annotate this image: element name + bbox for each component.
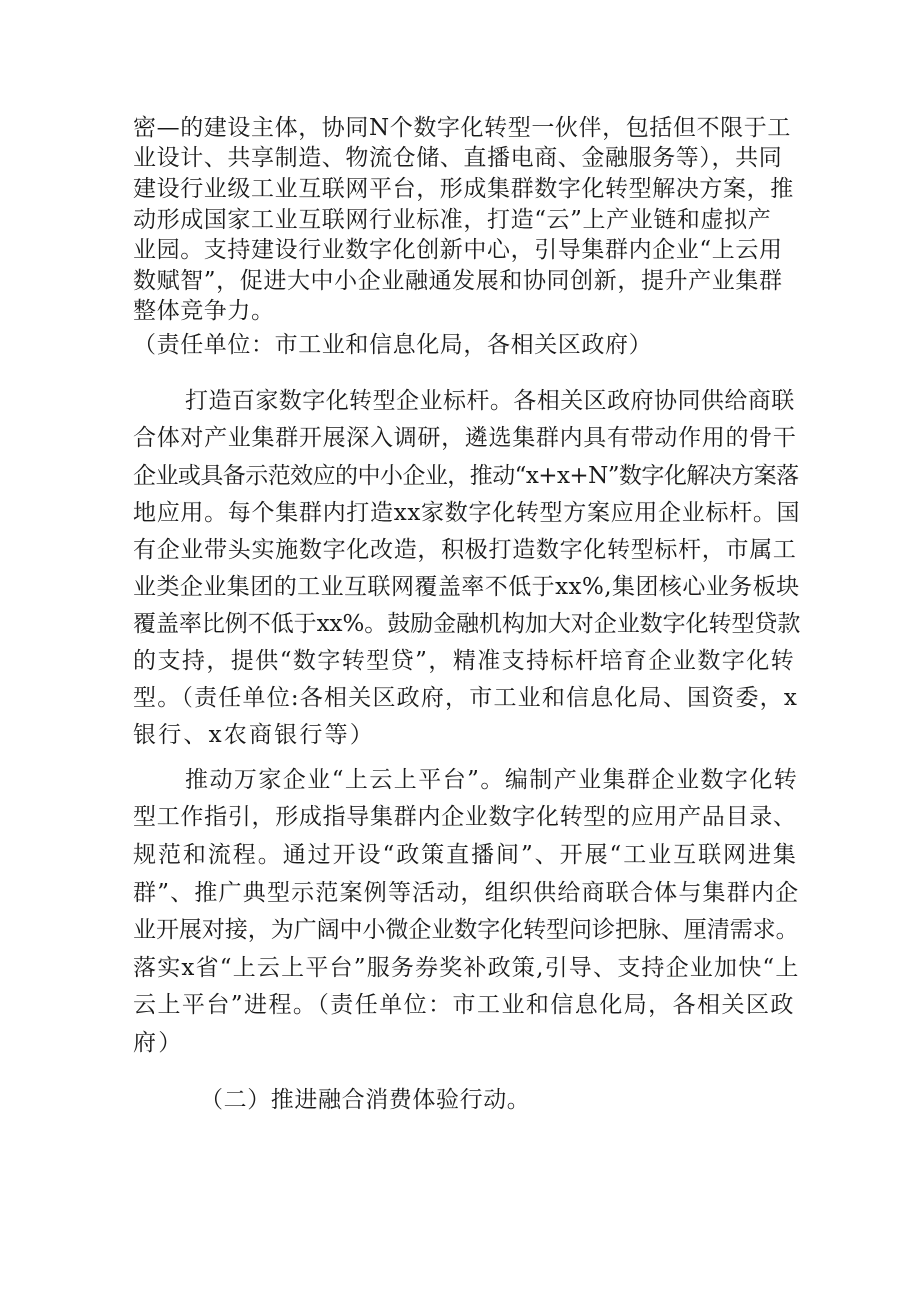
text-line: 规范和流程。通过开设“政策直播间”、开展“工业互联网进集 xyxy=(133,842,798,868)
text-line: 企业或具备示范效应的中小企业，推动“x+x+N”数字化解决方案落 xyxy=(133,463,799,489)
text-line: 型。（责任单位:各相关区政府，市工业和信息化局、国资委，x xyxy=(133,685,799,711)
text-line: 业开展对接，为广阔中小微企业数字化转型问诊把脉、厘清需求。 xyxy=(133,917,799,943)
text-line: 落实x省“上云上平台”服务券奖补政策,引导、支持企业加快“上 xyxy=(133,955,800,981)
text-line: 建设行业级工业互联网平台，形成集群数字化转型解决方案，推 xyxy=(133,176,794,202)
text-line: 群”、推广典型示范案例等活动，组织供给商联合体与集群内企 xyxy=(133,880,800,906)
text-line: 合体对产业集群开展深入调研，遴选集群内具有带动作用的骨干 xyxy=(133,425,797,451)
text-line: 推动万家企业“上云上平台”。编制产业集群企业数字化转 xyxy=(185,767,799,793)
text-line: 整体竞争力。 xyxy=(133,298,275,324)
responsibility-note: （责任单位：市工业和信息化局，各相关区政府） xyxy=(133,332,653,358)
text-line: 打造百家数字化转型企业标杆。各相关区政府协同供给商联 xyxy=(185,388,795,414)
text-line: 府） xyxy=(133,1030,184,1056)
text-line: 业园。支持建设行业数字化创新中心，引导集群内企业“上云用 xyxy=(133,237,783,263)
text-line: 银行、x农商银行等） xyxy=(133,722,375,748)
text-line: 有企业带头实施数字化改造，积极打造数字化转型标杆，市属工 xyxy=(133,537,797,563)
text-line: 业设计、共享制造、物流仓储、直播电商、金融服务等），共同 xyxy=(133,145,783,171)
text-line: 数赋智”，促进大中小企业融通发展和协同创新，提升产业集群 xyxy=(133,268,783,294)
section-heading: （二）推进融合消费体验行动。 xyxy=(200,1087,531,1113)
text-line: 覆盖率比例不低于xx%。鼓励金融机构加大对企业数字化转型贷款 xyxy=(133,611,801,637)
text-line: 动形成国家工业互联网行业标准，打造“云”上产业链和虚拟产 xyxy=(133,207,772,233)
text-line: 密—的建设主体，协同N个数字化转型一伙伴，包括但不限于工 xyxy=(133,115,791,141)
text-line: 业类企业集团的工业互联网覆盖率不低于xx%,集团核心业务板块 xyxy=(133,574,800,600)
text-line: 的支持，提供“数字转型贷”，精准支持标杆培育企业数字化转 xyxy=(133,648,796,674)
text-line: 地应用。每个集群内打造xx家数字化转型方案应用企业标杆。国 xyxy=(133,500,801,526)
text-line: 型工作指引，形成指导集群内企业数字化转型的应用产品目录、 xyxy=(133,804,797,830)
text-line: 云上平台”进程。（责任单位：市工业和信息化局，各相关区政 xyxy=(133,992,795,1018)
